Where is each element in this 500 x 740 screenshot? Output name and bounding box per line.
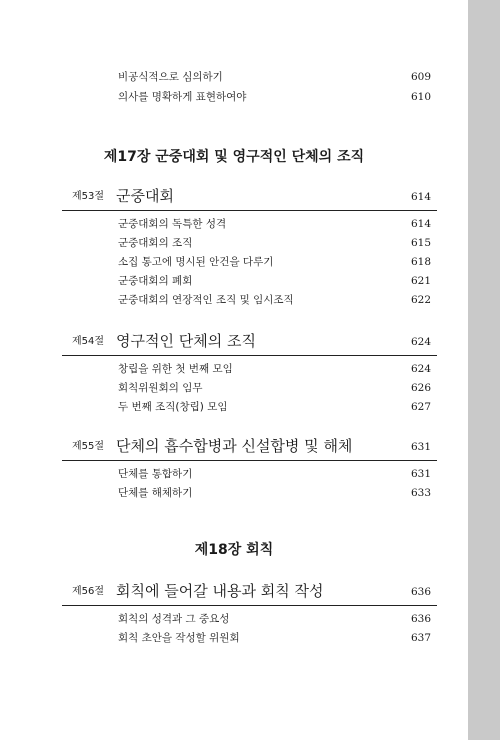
- entry-title: 회칙위원회의 임무: [118, 382, 203, 394]
- section-title: 회칙에 들어갈 내용과 회칙 작성: [116, 582, 324, 600]
- toc-entry[interactable]: [0, 67, 468, 87]
- entry-title: 창립을 위한 첫 번째 모임: [118, 363, 233, 375]
- toc-entry[interactable]: [0, 290, 468, 310]
- entry-title: 군중대회의 폐회: [118, 275, 193, 287]
- section-page: 624: [410, 336, 431, 348]
- toc-entry[interactable]: [0, 483, 468, 503]
- section-number: 제55절: [72, 441, 105, 452]
- section-divider: [62, 460, 437, 461]
- entry-page: 622: [410, 294, 431, 306]
- entry-page: 609: [410, 71, 431, 83]
- toc-entry[interactable]: [0, 609, 468, 629]
- entry-title: 두 번째 조직(창립) 모임: [118, 401, 228, 413]
- section-divider: [62, 355, 437, 356]
- entry-title: 회칙 초안을 작성할 위원회: [118, 632, 240, 644]
- page-edge-strip: [468, 0, 500, 740]
- entry-title: 군중대회의 독특한 성격: [118, 218, 227, 230]
- toc-entry[interactable]: [0, 233, 468, 253]
- entry-page: 627: [410, 401, 431, 413]
- section-page: 614: [410, 191, 431, 203]
- section-title: 단체의 흡수합병과 신설합병 및 해체: [116, 437, 353, 455]
- chapter-17-heading: 제17장 군중대회 및 영구적인 단체의 조직: [103, 149, 365, 165]
- entry-title: 의사를 명확하게 표현하여야: [118, 91, 247, 103]
- section-page: 631: [410, 441, 431, 453]
- section-number: 제54절: [72, 336, 105, 347]
- entry-page: 621: [410, 275, 431, 287]
- entry-page: 615: [410, 237, 431, 249]
- section-54-heading[interactable]: [0, 330, 468, 354]
- section-number: 제53절: [72, 191, 105, 202]
- entry-title: 회칙의 성격과 그 중요성: [118, 613, 230, 625]
- section-53-heading[interactable]: [0, 185, 468, 209]
- entry-page: 636: [410, 613, 431, 625]
- entry-page: 633: [410, 487, 431, 499]
- entry-title: 단체를 해체하기: [118, 487, 193, 499]
- entry-page: 626: [410, 382, 431, 394]
- toc-entry[interactable]: [0, 397, 468, 417]
- entry-title: 단체를 통합하기: [118, 468, 193, 480]
- toc-entry[interactable]: [0, 271, 468, 291]
- toc-entry[interactable]: [0, 464, 468, 484]
- toc-entry[interactable]: [0, 628, 468, 648]
- section-55-heading[interactable]: [0, 435, 468, 459]
- section-divider: [62, 605, 437, 606]
- chapter-18-heading: 제18장 회칙: [194, 542, 274, 558]
- section-divider: [62, 210, 437, 211]
- entry-page: 618: [410, 256, 431, 268]
- entry-title: 군중대회의 조직: [118, 237, 193, 249]
- toc-entry[interactable]: [0, 87, 468, 107]
- section-title: 군중대회: [116, 187, 174, 205]
- section-56-heading[interactable]: [0, 580, 468, 604]
- entry-title: 소집 통고에 명시된 안건을 다루기: [118, 256, 274, 268]
- entry-title: 군중대회의 연장적인 조직 및 임시조직: [118, 294, 294, 306]
- entry-page: 631: [410, 468, 431, 480]
- section-number: 제56절: [72, 586, 105, 597]
- toc-entry[interactable]: [0, 359, 468, 379]
- entry-page: 610: [410, 91, 431, 103]
- entry-title: 비공식적으로 심의하기: [118, 71, 223, 83]
- entry-page: 637: [410, 632, 431, 644]
- toc-entry[interactable]: [0, 252, 468, 272]
- entry-page: 624: [410, 363, 431, 375]
- toc-entry[interactable]: [0, 378, 468, 398]
- section-page: 636: [410, 586, 431, 598]
- toc-entry[interactable]: [0, 214, 468, 234]
- section-title: 영구적인 단체의 조직: [116, 332, 256, 350]
- entry-page: 614: [410, 218, 431, 230]
